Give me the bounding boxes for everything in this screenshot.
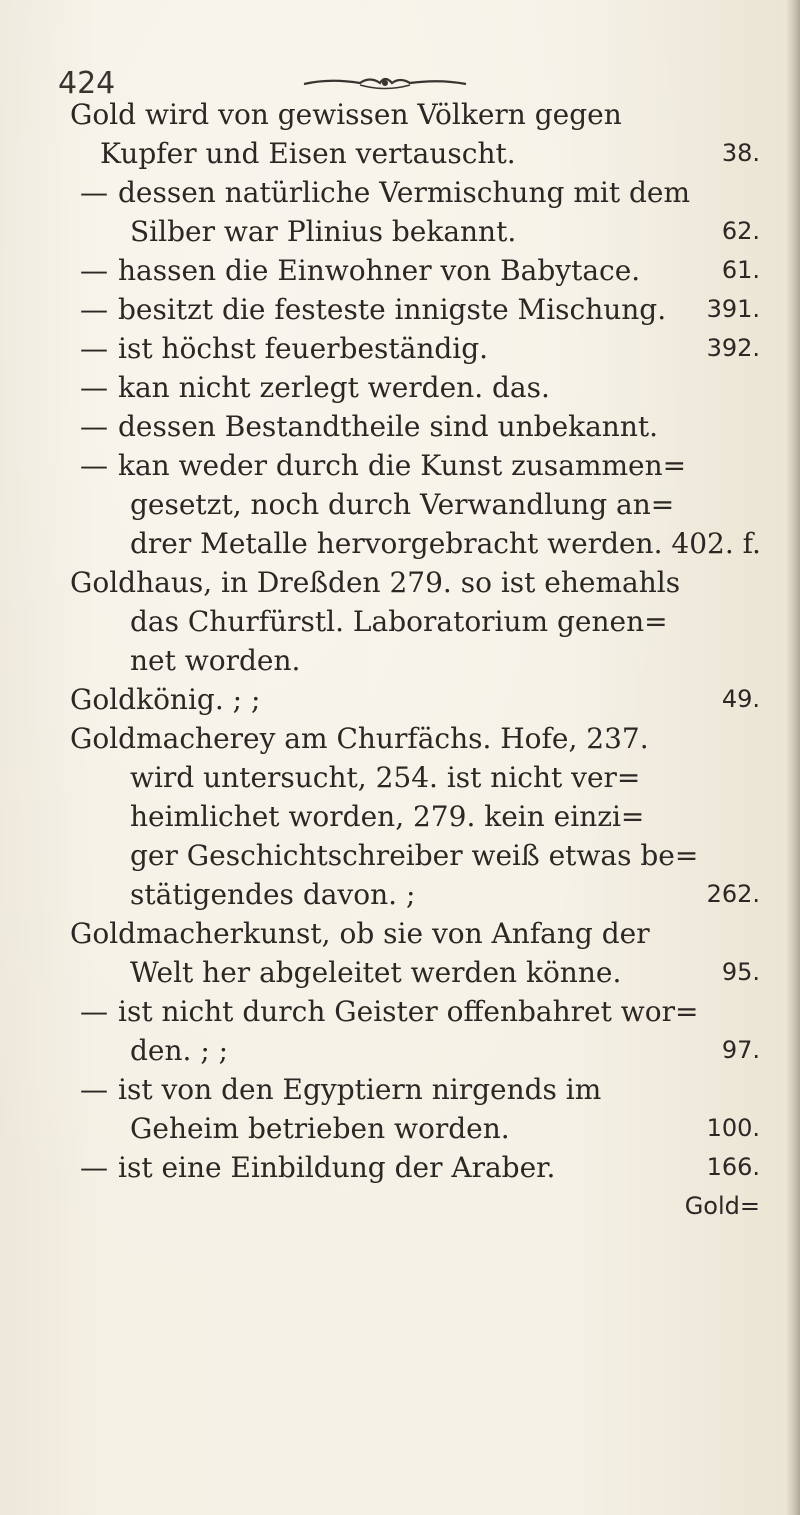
- entry-page-ref: Gold=: [684, 1192, 760, 1220]
- index-entry: [70, 407, 760, 446]
- index-entry: [70, 953, 760, 992]
- index-entry: [70, 758, 760, 797]
- entry-text: den. ; ;: [130, 1034, 229, 1067]
- entry-page-ref: 391.: [706, 295, 760, 323]
- index-entry: [70, 914, 760, 953]
- entry-page-ref: 49.: [721, 685, 760, 713]
- entry-text: Goldmacherey am Churfächs. Hofe, 237.: [70, 722, 649, 755]
- index-entry: [70, 836, 760, 875]
- page-edge-shadow: [786, 0, 800, 1515]
- entry-text: ist eine Einbildung der Araber.: [118, 1151, 556, 1184]
- index-entry: [70, 1187, 760, 1226]
- index-entry: [70, 797, 760, 836]
- entry-text: ist von den Egyptiern nirgends im: [118, 1073, 602, 1106]
- entry-text: Gold wird von gewissen Völkern gegen: [70, 98, 622, 131]
- index-entry: [70, 602, 760, 641]
- index-entry: [70, 992, 760, 1031]
- continuation-dash: —: [80, 254, 108, 287]
- entry-text: Kupfer und Eisen vertauscht.: [100, 137, 516, 170]
- entry-page-ref: 262.: [706, 880, 760, 908]
- entry-text: hassen die Einwohner von Babytace.: [118, 254, 641, 287]
- entry-text: dessen natürliche Vermischung mit dem: [118, 176, 691, 209]
- entry-page-ref: 61.: [721, 256, 760, 284]
- index-entry: [70, 719, 760, 758]
- index-entry: [70, 368, 760, 407]
- entry-page-ref: 166.: [706, 1153, 760, 1181]
- entry-text: gesetzt, noch durch Verwandlung an=: [130, 488, 675, 521]
- entry-text: dessen Bestandtheile sind unbekannt.: [118, 410, 659, 443]
- index-entry: [70, 1070, 760, 1109]
- continuation-dash: —: [80, 176, 108, 209]
- continuation-dash: —: [80, 995, 108, 1028]
- continuation-dash: —: [80, 293, 108, 326]
- entry-text: Silber war Plinius bekannt.: [130, 215, 517, 248]
- index-entry: [70, 212, 760, 251]
- entry-text: Geheim betrieben worden.: [130, 1112, 510, 1145]
- index-entry: [70, 134, 760, 173]
- index-entry: [70, 1031, 760, 1070]
- entry-text: ist nicht durch Geister offenbahret wor=: [118, 995, 699, 1028]
- entry-text: kan weder durch die Kunst zusammen=: [118, 449, 687, 482]
- index-entry: [70, 875, 760, 914]
- entry-text: ist höchst feuerbeständig.: [118, 332, 489, 365]
- index-entry: [70, 1148, 760, 1187]
- continuation-dash: —: [80, 1151, 108, 1184]
- entry-text: net worden.: [130, 644, 301, 677]
- entry-page-ref: 95.: [721, 958, 760, 986]
- entry-text: besitzt die festeste innigste Mischung.: [118, 293, 667, 326]
- entry-text: heimlichet worden, 279. kein einzi=: [130, 800, 645, 833]
- index-entry: [70, 485, 760, 524]
- continuation-dash: —: [80, 1073, 108, 1106]
- page-number: 424: [58, 66, 116, 101]
- entry-text: Goldmacherkunst, ob sie von Anfang der: [70, 917, 650, 950]
- index-entries: [70, 95, 760, 1226]
- entry-text: kan nicht zerlegt werden. das.: [118, 371, 550, 404]
- index-entry: [70, 329, 760, 368]
- entry-page-ref: 100.: [706, 1114, 760, 1142]
- ornament-rule-icon: [300, 74, 470, 94]
- entry-text: Goldkönig. ; ;: [70, 683, 261, 716]
- index-entry: [70, 95, 760, 134]
- entry-text: drer Metalle hervorgebracht werden. 402. f.: [130, 527, 761, 560]
- entry-text: stätigendes davon. ;: [130, 878, 416, 911]
- entry-text: wird untersucht, 254. ist nicht ver=: [130, 761, 641, 794]
- entry-text: ger Geschichtschreiber weiß etwas be=: [130, 839, 699, 872]
- index-entry: [70, 524, 760, 563]
- entry-text: das Churfürstl. Laboratorium genen=: [130, 605, 668, 638]
- continuation-dash: —: [80, 410, 108, 443]
- entry-page-ref: 62.: [721, 217, 760, 245]
- index-entry: [70, 251, 760, 290]
- index-entry: [70, 290, 760, 329]
- entry-page-ref: 97.: [721, 1036, 760, 1064]
- index-entry: [70, 563, 760, 602]
- index-entry: [70, 173, 760, 212]
- index-entry: [70, 1109, 760, 1148]
- entry-text: Welt her abgeleitet werden könne.: [130, 956, 622, 989]
- index-entry: [70, 680, 760, 719]
- index-entry: [70, 446, 760, 485]
- continuation-dash: —: [80, 449, 108, 482]
- entry-text: Goldhaus, in Dreßden 279. so ist ehemahls: [70, 566, 681, 599]
- entry-page-ref: 38.: [721, 139, 760, 167]
- index-entry: [70, 641, 760, 680]
- entry-page-ref: 392.: [706, 334, 760, 362]
- continuation-dash: —: [80, 332, 108, 365]
- continuation-dash: —: [80, 371, 108, 404]
